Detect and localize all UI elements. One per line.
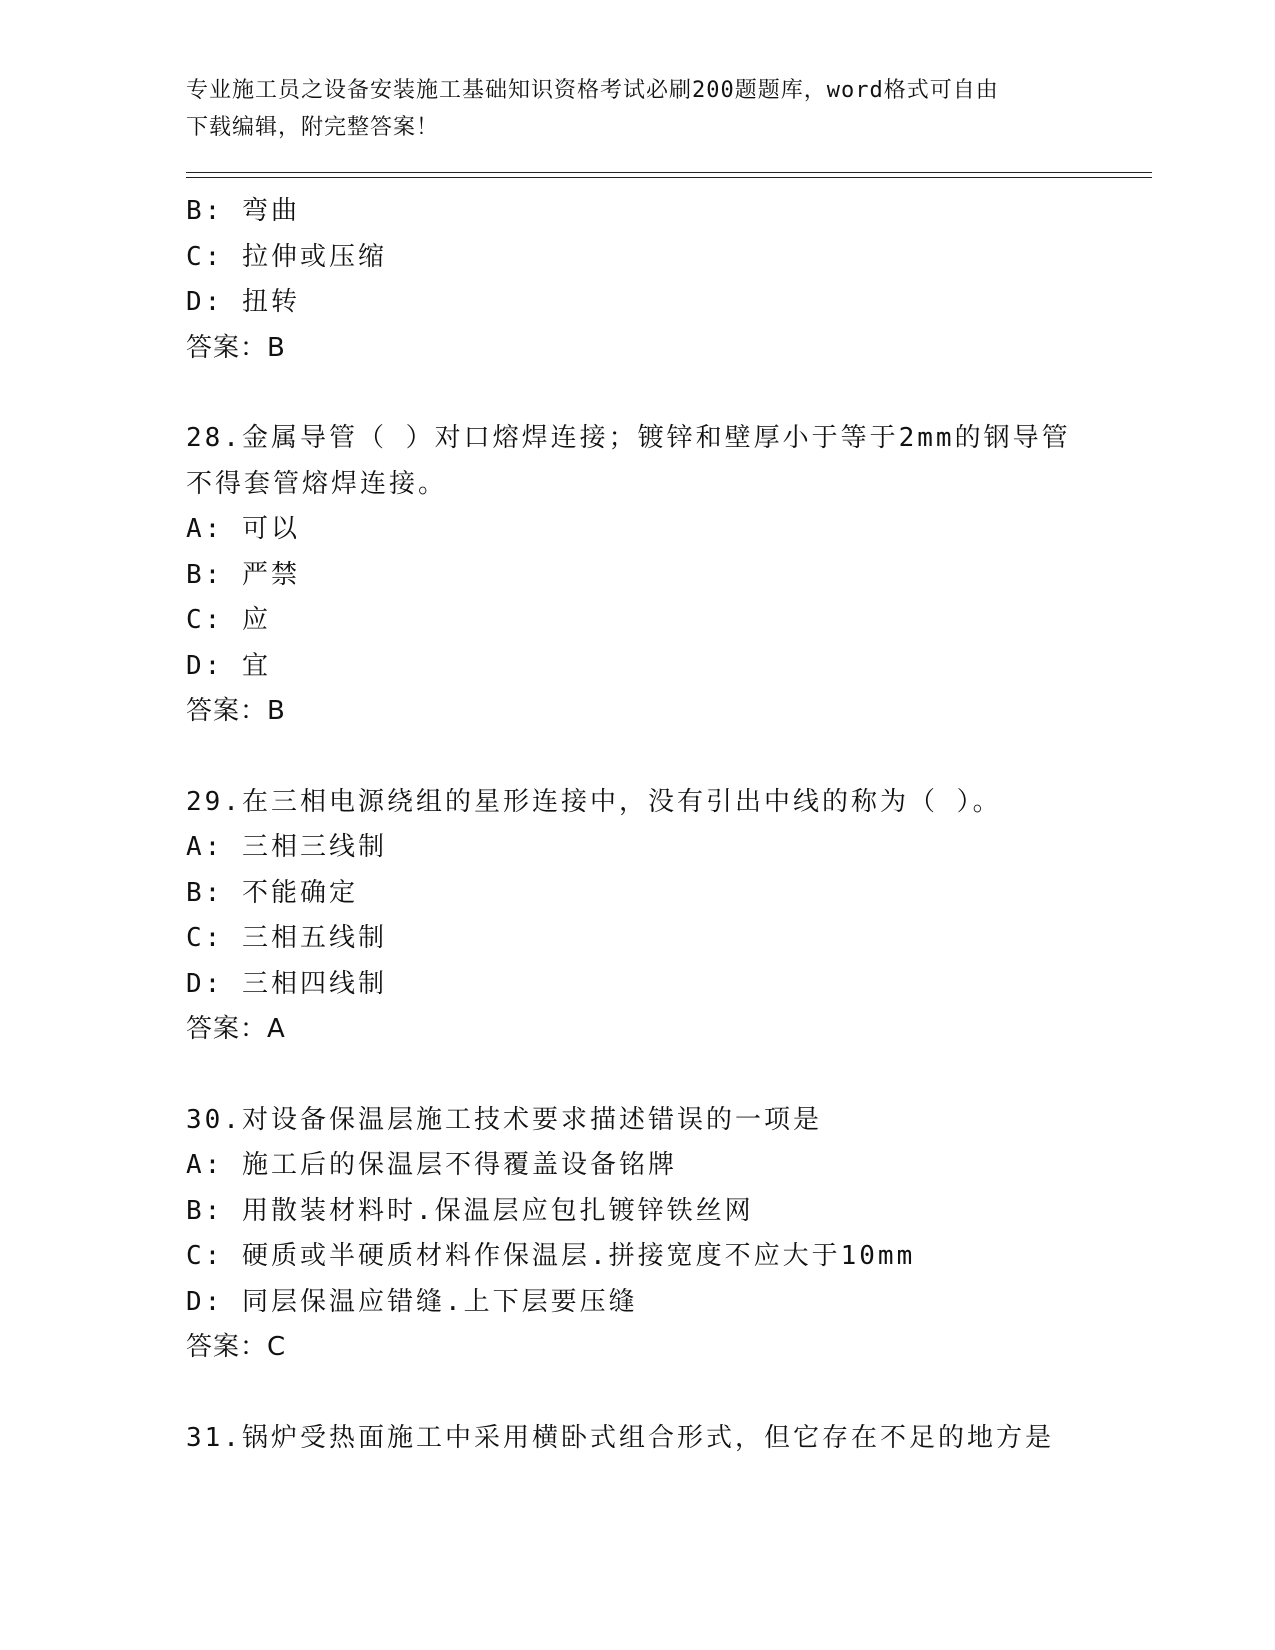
- option-b: B: 用散装材料时.保温层应包扎镀锌铁丝网: [186, 1195, 754, 1226]
- question-stem: 29.在三相电源绕组的星形连接中，没有引出中线的称为（ ）。: [186, 786, 1002, 817]
- header-divider-top: [186, 172, 1152, 173]
- answer-line: 答案：A: [186, 1014, 286, 1044]
- document-header: [186, 72, 1086, 146]
- question-list: [186, 189, 1152, 1461]
- option-b: B: 严禁: [186, 559, 300, 590]
- question-stem: 28.金属导管（ ）对口熔焊连接；镀锌和壁厚小于等于2mm的钢导管: [186, 423, 1071, 453]
- option-b: B: 弯曲: [186, 196, 300, 226]
- question-stem: 31.锅炉受热面施工中采用横卧式组合形式，但它存在不足的地方是: [186, 1422, 1054, 1453]
- option-a: A: 可以: [186, 514, 300, 544]
- header-divider-bottom: [186, 177, 1152, 178]
- question-28: [186, 416, 1152, 735]
- prev-question-block: [186, 189, 1152, 371]
- header-line-2: 下载编辑，附完整答案！: [186, 115, 440, 140]
- option-d: D: 扭转: [186, 287, 300, 317]
- option-a: A: 施工后的保温层不得覆盖设备铭牌: [186, 1150, 677, 1180]
- option-a: A: 三相三线制: [186, 832, 387, 862]
- option-d: D: 宜: [186, 650, 271, 681]
- option-c: C: 拉伸或压缩: [186, 241, 387, 272]
- option-c: C: 应: [186, 605, 271, 635]
- header-line-1: 专业施工员之设备安装施工基础知识资格考试必刷200题题库，word格式可自由: [186, 78, 999, 103]
- option-c: C: 三相五线制: [186, 923, 387, 953]
- answer-line: 答案：C: [186, 1332, 287, 1362]
- question-stem: 30.对设备保温层施工技术要求描述错误的一项是: [186, 1104, 822, 1135]
- option-c: C: 硬质或半硬质材料作保温层.拼接宽度不应大于10mm: [186, 1241, 916, 1271]
- answer-line: 答案：B: [186, 696, 286, 726]
- option-d: D: 同层保温应错缝.上下层要压缝: [186, 1286, 638, 1317]
- question-29: [186, 780, 1152, 1053]
- question-stem: 不得套管熔焊连接。: [186, 468, 448, 499]
- question-31: [186, 1416, 1152, 1462]
- answer-line: 答案：B: [186, 332, 286, 363]
- question-30: [186, 1098, 1152, 1371]
- option-d: D: 三相四线制: [186, 968, 387, 999]
- option-b: B: 不能确定: [186, 877, 358, 908]
